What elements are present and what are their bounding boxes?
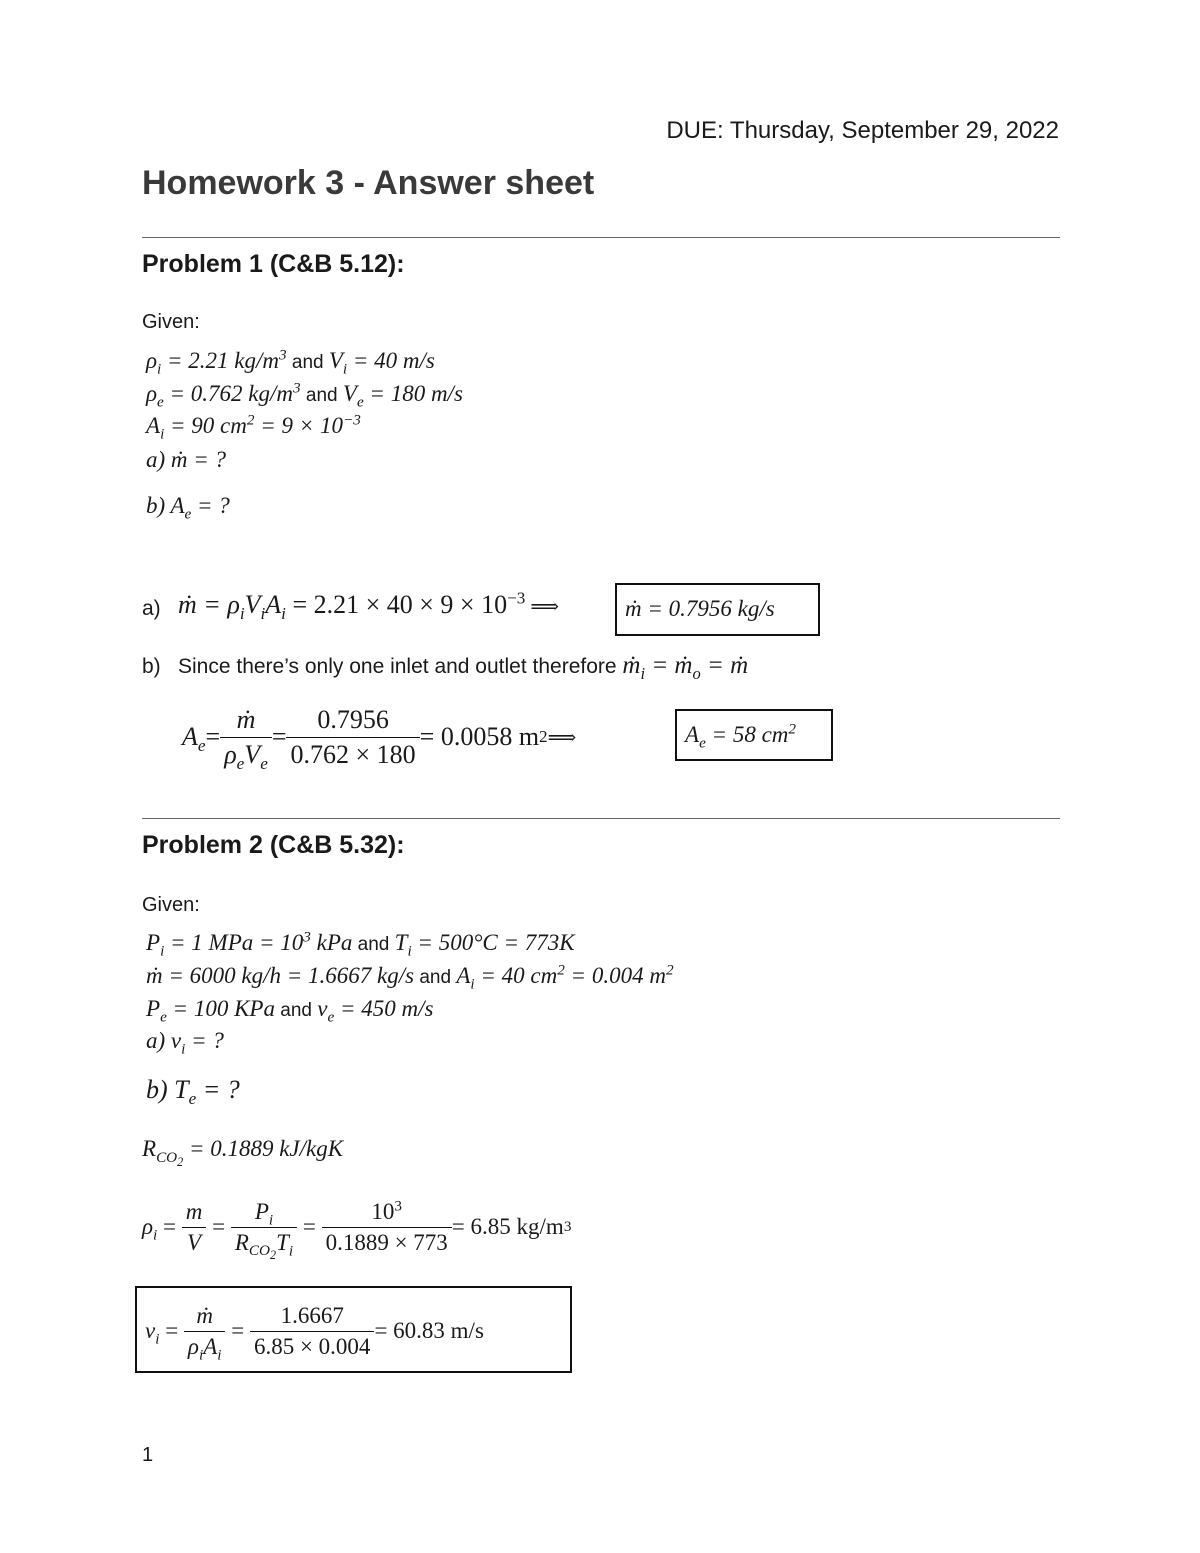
p1-part-b-equation: $A_e$ = $\frac{\text{ṁ}}{\rho_eV_e}$ = $\frac{0.7956}{0.762 \times 180}$ = 0.0058 m 2 ⟹	[182, 704, 577, 773]
p1-question-a: a) ṁ = ?	[146, 447, 227, 472]
p1-given-area-inlet: $A_i = 90$ $cm^2 = 9 \times 10^{-3}$	[146, 411, 361, 443]
p1-part-a-answer-box	[615, 583, 820, 636]
p1-b-fraction-1: $\frac{\text{ṁ}}{\rho_eV_e}$	[220, 705, 272, 770]
p1-part-b-answer: $A_e = 58$ $cm^2$	[685, 720, 796, 752]
p1-part-a-label: a)	[142, 597, 161, 620]
p2-rho-fraction-1: $\frac{m}{V}$	[182, 1199, 207, 1256]
divider-middle	[142, 818, 1060, 819]
p2-given-exit-conditions: $P_e = 100$ KPa and $v_e = 450$ m/s	[146, 996, 434, 1026]
page-number: 1	[142, 1444, 154, 1466]
p1-question-b: b) $A_e$ = ?	[146, 493, 230, 523]
problem-1-given-label: Given:	[142, 311, 200, 333]
p1-given-density-velocity-inlet: $\rho_i = 2.21$ $kg/m^3$ and $V_i = 40$ m/s	[146, 346, 435, 378]
page-title: Homework 3 - Answer sheet	[142, 164, 595, 202]
p2-gas-constant: $R_{CO_2} = 0.1889$ kJ/kgK	[142, 1136, 344, 1169]
due-date: DUE: Thursday, September 29, 2022	[666, 117, 1059, 144]
p1-b-fraction-2: $\frac{0.7956}{0.762 \times 180}$	[286, 705, 419, 770]
p2-question-b: b) $T_e$ = ?	[146, 1075, 240, 1109]
p2-given-mass-flow-area: ṁ = 6000 kg/h = 1.6667 kg/s and $A_i = 40$ $cm^2 = 0.004$ $m^2$	[146, 961, 674, 993]
p2-v-fraction-1: $\frac{\text{ṁ}}{\rho_iA_i}$	[184, 1303, 226, 1360]
p2-rho-fraction-3: $\frac{10^3}{0.1889 \times 773}$	[322, 1199, 452, 1256]
p1-given-density-velocity-exit: $\rho_e = 0.762$ $kg/m^3$ and $V_e = 180$ m/s	[146, 379, 463, 411]
p1-part-b-statement: Since there’s only one inlet and outlet therefore ṁ$_i$ = ṁ$_o$ = ṁ	[178, 652, 749, 683]
p2-given-pressure-temperature-inlet: $P_i = 1$ MPa = $10^3$ kPa and $T_i = 500^\circ C = 773K$	[146, 928, 575, 960]
p2-density-equation: $\rho_i$ = $\frac{m}{V}$ = $\frac{P_i}{R_{CO_2}T_i}$ = $\frac{10^3}{0.1889 \times 773}$ = 6.85 kg/m 3	[142, 1196, 572, 1263]
p1-part-b-label: b)	[142, 655, 161, 678]
p2-velocity-equation: $v_i$ = $\frac{\text{ṁ}}{\rho_iA_i}$ = $\frac{1.6667}{6.85 \times 0.004}$ = 60.83 m/s	[145, 1302, 484, 1364]
p1-part-b-answer-box	[675, 709, 833, 761]
divider-top	[142, 237, 1060, 238]
p2-question-a: a) $v_i$ = ?	[146, 1028, 224, 1058]
problem-2-given-label: Given:	[142, 894, 200, 916]
p2-velocity-answer-box	[135, 1286, 572, 1373]
p1-part-a-answer: ṁ = 0.7956 kg/s	[625, 596, 775, 621]
p2-rho-fraction-2: $\frac{P_i}{R_{CO_2}T_i}$	[231, 1199, 297, 1256]
p1-part-a-equation: ṁ = $\rho_iV_iA_i = 2.21 \times 40 \times 9 \times 10^{-3}$ ⟹	[178, 588, 560, 624]
problem-1-heading: Problem 1 (C&B 5.12):	[142, 250, 405, 278]
problem-2-heading: Problem 2 (C&B 5.32):	[142, 831, 405, 859]
p2-v-fraction-2: $\frac{1.6667}{6.85 \times 0.004}$	[250, 1303, 374, 1360]
